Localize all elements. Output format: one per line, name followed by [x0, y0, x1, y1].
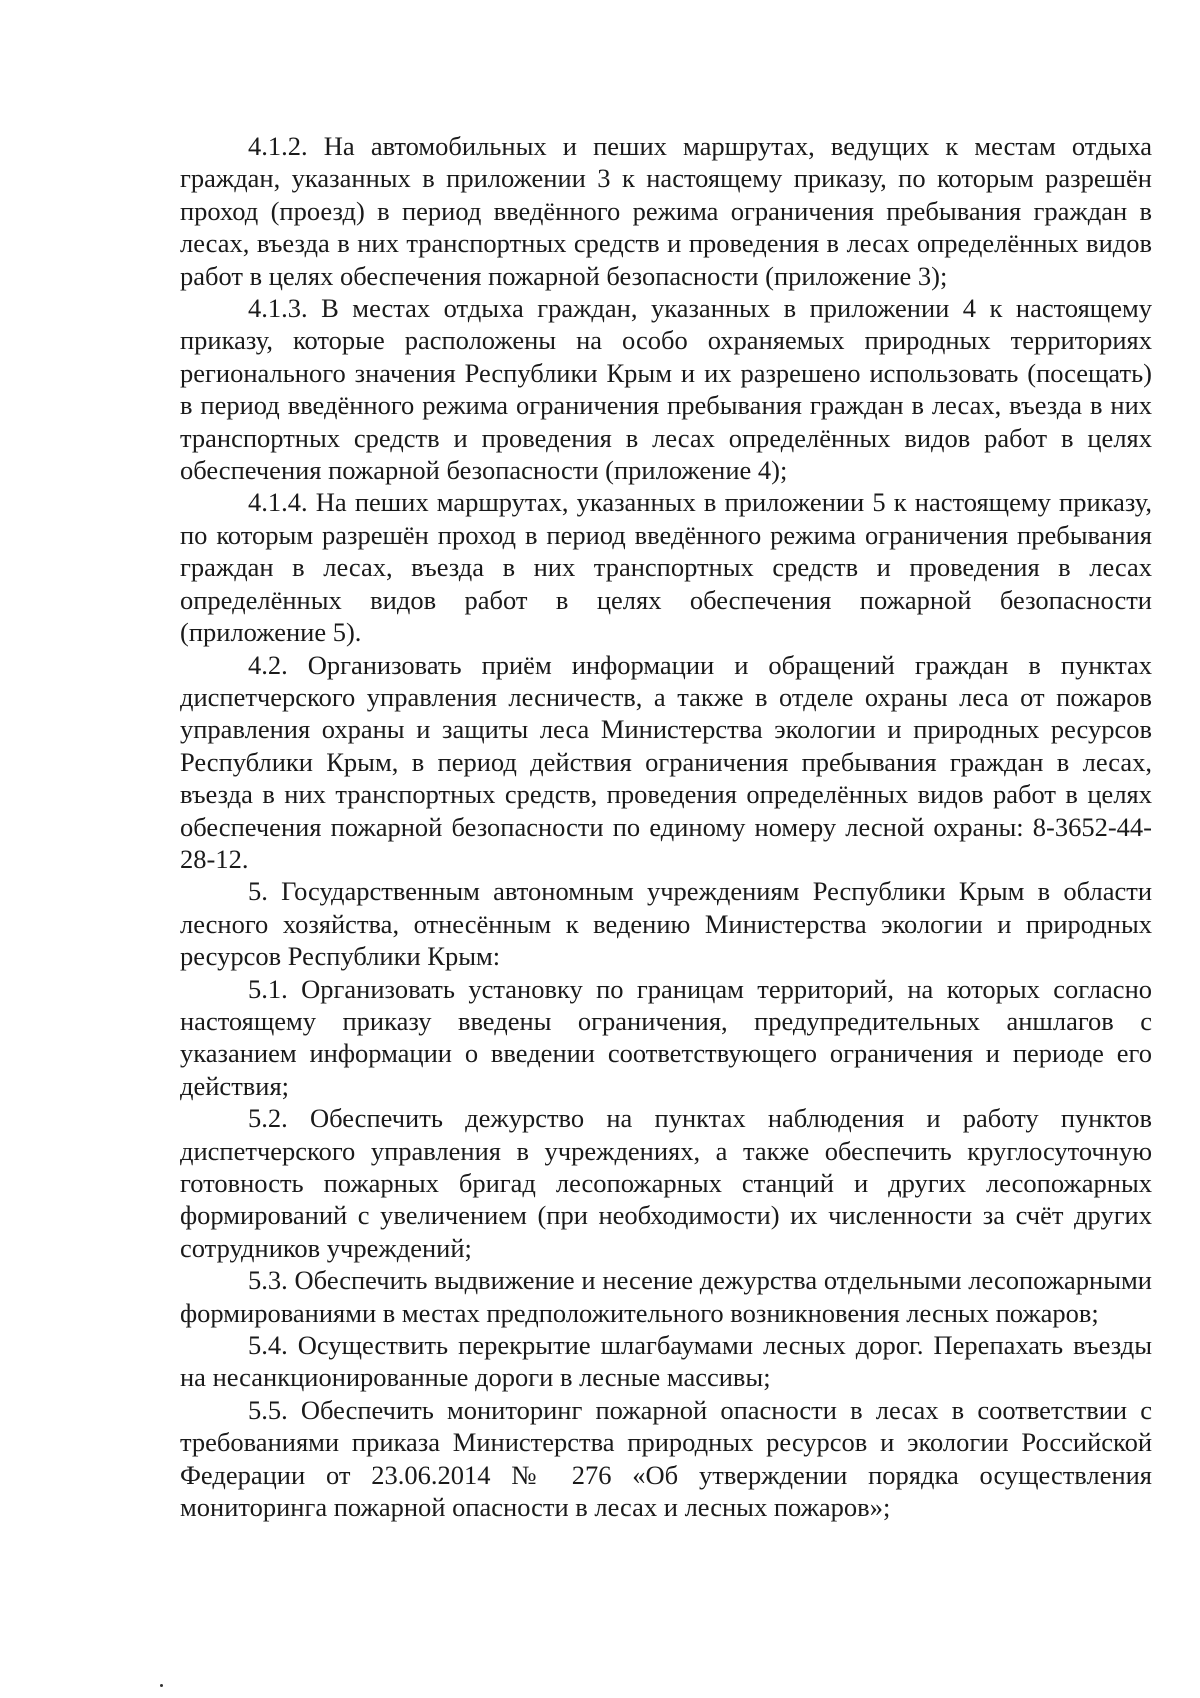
paragraph-5-1: 5.1. Организовать установку по границам территорий, на которых согласно настоящему приказу введены ограничения, предупредительных аншлагов с указанием информации о введении соответствующего ограничения и периоде его действия; [180, 973, 1152, 1101]
document-body [180, 130, 1152, 1523]
paragraph-4-1-2: 4.1.2. На автомобильных и пеших маршрутах, ведущих к местам отдыха граждан, указанных в приложении 3 к настоящему приказу, по которым разрешён проход (проезд) в период введённого режима ограничения пребывания граждан в лесах, въезда в них транспортных средств и проведения в лесах определённых видов работ в целях обеспечения пожарной безопасности (приложение 3); [180, 131, 1152, 291]
scan-speck [160, 1684, 163, 1687]
paragraph-5-2: 5.2. Обеспечить дежурство на пунктах наблюдения и работу пунктов диспетчерского управления в учреждениях, а также обеспечить круглосуточную готовность пожарных бригад лесопожарных станций и других лесопожарных формирований с увеличением (при необходимости) их численности за счёт других сотрудников учреждений; [180, 1103, 1152, 1263]
paragraph-5-3: 5.3. Обеспечить выдвижение и несение дежурства отдельными лесопожарными формированиями в местах предположительного возникновения лесных пожаров; [180, 1265, 1152, 1328]
paragraph-4-1-3: 4.1.3. В местах отдыха граждан, указанных в приложении 4 к настоящему приказу, которые расположены на особо охраняемых природных территориях регионального значения Республики Крым и их разрешено использовать (посещать) в период введённого режима ограничения пребывания граждан в лесах, въезда в них транспортных средств и проведения в лесах определённых видов работ в целях обеспечения пожарной безопасности (приложение 4); [180, 293, 1152, 486]
paragraph-5-4: 5.4. Осуществить перекрытие шлагбаумами лесных дорог. Перепахать въезды на несанкционированные дороги в лесные массивы; [180, 1330, 1152, 1393]
paragraph-5-5: 5.5. Обеспечить мониторинг пожарной опасности в лесах в соответствии с требованиями приказа Министерства природных ресурсов и экологии Российской Федерации от 23.06.2014 № 276 «Об утверждении порядка осуществления мониторинга пожарной опасности в лесах и лесных пожаров»; [180, 1394, 1152, 1523]
paragraph-5: 5. Государственным автономным учреждениям Республики Крым в области лесного хозяйства, отнесённым к ведению Министерства экологии и природных ресурсов Республики Крым: [180, 876, 1152, 972]
paragraph-4-1-4: 4.1.4. На пеших маршрутах, указанных в приложении 5 к настоящему приказу, по которым разрешён проход в период введённого режима ограничения пребывания граждан в лесах, въезда в них транспортных средств и проведения в лесах определённых видов работ в целях обеспечения пожарной безопасности (приложение 5). [180, 487, 1152, 648]
paragraph-4-2: 4.2. Организовать приём информации и обращений граждан в пунктах диспетчерского управления лесничеств, а также в отделе охраны леса от пожаров управления охраны и защиты леса Министерства экологии и природных ресурсов Республики Крым, в период действия ограничения пребывания граждан в лесах, въезда в них транспортных средств, проведения определённых видов работ в целях обеспечения пожарной безопасности по единому номеру лесной охраны: 8-3652-44-28-12. [180, 649, 1152, 874]
